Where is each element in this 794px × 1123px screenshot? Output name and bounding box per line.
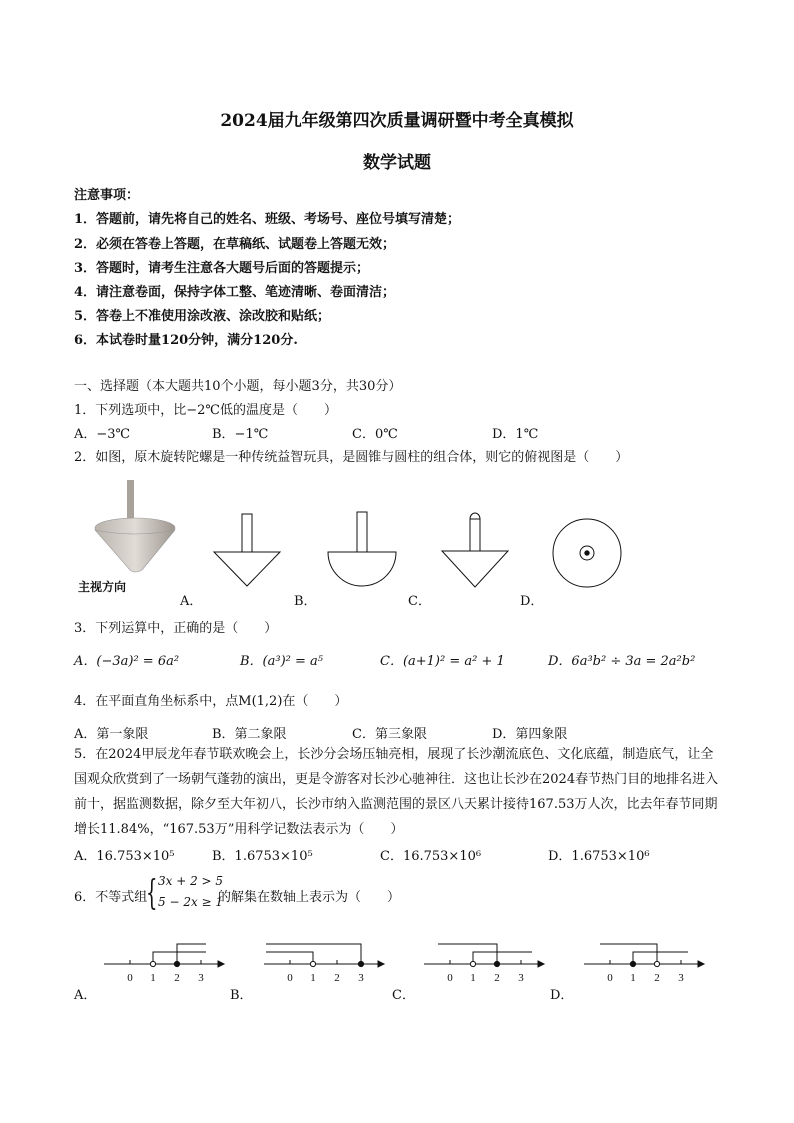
tick-label: 0 [607,972,613,984]
q4-option-b[interactable]: B．第二象限 [212,727,287,742]
inequality-1: 3x + 2 > 5 [158,874,224,888]
tick-label: 3 [678,972,684,984]
note-item: 4．请注意卷面，保持字体工整、笔迹清晰、卷面清洁； [74,285,396,300]
spinning-top-image [90,478,180,583]
tick-label: 1 [310,972,316,984]
q4-option-a[interactable]: A．第一象限 [74,727,149,742]
tick-label: 1 [470,972,476,984]
note-item: 6．本试卷时量120分钟，满分120分. [74,333,298,348]
q6-numberline-a [100,936,226,986]
q2-figure-c [440,503,510,595]
tick-label: 0 [447,972,453,984]
q6-option-c[interactable]: C． [392,988,415,1003]
q6-numberline-d [580,936,706,986]
q6-option-a[interactable]: A． [74,988,97,1003]
q5-option-a[interactable]: A．16.753×10⁵ [74,849,175,864]
question-1-stem: 1．下列选项中，比−2℃低的温度是（ ） [74,403,337,418]
system-brace: { [146,874,158,914]
note-item: 3．答题时，请考生注意各大题号后面的答题提示； [74,261,370,276]
q6-numberline-b [260,936,386,986]
tick-label: 2 [494,972,500,984]
section-heading: 一、选择题（本大题共10个小题，每小题3分，共30分） [74,379,402,394]
q5-option-c[interactable]: C．16.753×10⁶ [380,849,482,864]
q3-option-c[interactable]: C．(a+1)² = a² + 1 [380,654,505,669]
inequality-2: 5 − 2x ≥ 1 [158,895,224,909]
q2-figure-a [212,510,282,596]
q2-option-b[interactable]: B． [294,594,317,609]
q1-option-a[interactable]: A．−3℃ [74,427,131,442]
notes-heading: 注意事项： [74,188,140,203]
tick-label: 1 [150,972,156,984]
exam-subtitle: 数学试题 [363,153,431,173]
tick-label: 3 [518,972,524,984]
photo-caption: 主视方向 [78,580,127,594]
q2-option-a[interactable]: A． [180,594,203,609]
q2-figure-b [325,510,400,596]
question-5-stem: 5．在2024甲辰龙年春节联欢晚会上，长沙分会场压轴亮相，展现了长沙潮流底色、文化底蕴，制造底气，让全国观众欣赏到了一场朝气蓬勃的演出，更是令游客对长沙心驰神往．这也让长沙在2024春节热门目的地排名进入前十，据监测数据，除夕至大年初八，长沙市纳入监测范围的景区八天累计接待167.53万人次，比去年春节同期增长11.84%，“167.53万”用科学记数法表示为（ ） [74,747,719,837]
exam-title: 2024届九年级第四次质量调研暨中考全真模拟 [220,111,574,131]
q6-option-d[interactable]: D． [550,988,574,1003]
q1-option-b[interactable]: B．−1℃ [212,427,269,442]
q4-option-c[interactable]: C．第三象限 [352,727,427,742]
q2-figure-d [550,516,624,590]
q5-option-d[interactable]: D．1.6753×10⁶ [548,849,650,864]
note-item: 5．答卷上不准使用涂改液、涂改胶和贴纸； [74,309,331,324]
q5-option-b[interactable]: B．1.6753×10⁵ [212,849,313,864]
q6-option-b[interactable]: B． [230,988,253,1003]
q3-option-a[interactable]: A．(−3a)² = 6a² [74,654,180,669]
tick-label: 2 [654,972,660,984]
q2-option-d[interactable]: D． [520,594,544,609]
q2-option-c[interactable]: C． [408,594,431,609]
q3-option-d[interactable]: D．6a³b² ÷ 3a = 2a²b² [548,654,696,669]
q6-numberline-c [420,936,546,986]
question-2-stem: 2．如图，原木旋转陀螺是一种传统益智玩具，是圆锥与圆柱的组合体，则它的俯视图是（ ） [74,450,629,465]
tick-label: 2 [334,972,340,984]
tick-label: 3 [358,972,364,984]
q1-option-c[interactable]: C．0℃ [352,427,398,442]
tick-label: 2 [174,972,180,984]
note-item: 2．必须在答卷上答题，在草稿纸、试题卷上答题无效； [74,237,396,252]
question-3-stem: 3．下列运算中，正确的是（ ） [74,621,278,636]
tick-label: 0 [127,972,133,984]
q4-option-d[interactable]: D．第四象限 [492,727,568,742]
q3-option-b[interactable]: B．(a³)² = a⁵ [240,654,323,669]
tick-label: 1 [630,972,636,984]
question-6-suffix: 的解集在数轴上表示为（ ） [218,890,401,905]
tick-label: 0 [287,972,293,984]
q1-option-d[interactable]: D．1℃ [492,427,539,442]
note-item: 1．答题前，请先将自己的姓名、班级、考场号、座位号填写清楚； [74,212,461,227]
question-6-prefix: 6．不等式组 [74,890,148,905]
tick-label: 3 [198,972,204,984]
question-4-stem: 4．在平面直角坐标系中，点M(1,2)在（ ） [74,694,348,709]
